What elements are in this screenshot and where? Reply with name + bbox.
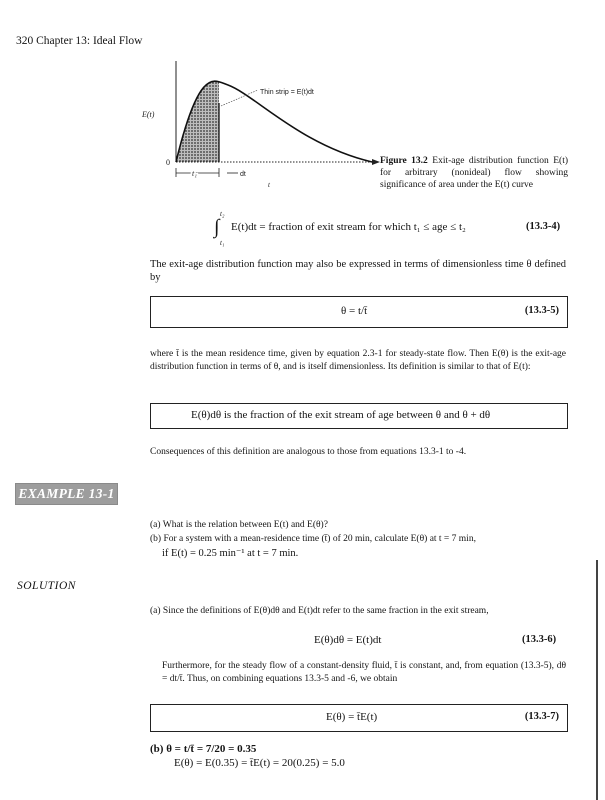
integral-sign [214,212,230,246]
integral-lower-limit: t₁ [220,239,225,247]
equation-box-13-3-7 [150,704,568,732]
equation-number-13-3-4: (13.3-4) [526,221,561,232]
equation-number-13-3-7: (13.3-7) [524,711,559,722]
example-question-a: (a) What is the relation between E(t) and E(θ)? [150,520,328,530]
integral-symbol: ∫ [214,216,220,238]
equation-13-3-7: E(θ) = t̄E(t) [326,711,378,723]
dt-label: dt [240,171,246,178]
x-axis-arrow [372,159,380,165]
x-axis-label: t [268,181,270,189]
solution-a-intro: (a) Since the definitions of E(θ)dθ and E(t)dt refer to the same fraction in the exit stream, [150,606,489,616]
equation-box-13-3-5 [150,296,568,328]
figure-caption-text: Exit-age distribution function E(t) for arbitrary (nonideal) flow showing significance of area under the E(t) curve [380,156,569,190]
equation-number-13-3-5: (13.3-5) [524,305,559,316]
equation-number-13-3-6: (13.3-6) [522,634,557,645]
integral-upper-limit: t₂ [220,210,225,218]
example-question-b-line1: (b) For a system with a mean-residence time (t̄) of 20 min, calculate E(θ) at t = 7 min, [150,534,476,544]
example-question-b-line2: if E(t) = 0.25 min⁻¹ at t = 7 min. [162,548,299,559]
thin-strip-annotation: Thin strip = E(t)dt [260,89,314,96]
solution-b-line2: E(θ) = E(0.35) = t̄E(t) = 20(0.25) = 5.0 [174,757,345,769]
solution-a-paragraph: Furthermore, for the steady flow of a constant-density fluid, t̄ is constant, and, from equation (13.3-5), dθ = dt/t̄. Thus, on combining equations 13.3-5 and -6, we obtain [162,661,566,684]
paragraph-dimensionless-time: The exit-age distribution function may also be expressed in terms of dimensionless time θ defined by [150,259,566,283]
definition-text: E(θ)dθ is the fraction of the exit stream of age between θ and θ + dθ [191,409,491,421]
t1-label: t₁ [192,169,198,178]
annotation-leader [221,90,258,106]
figure-caption-label: Figure 13.2 [380,156,428,166]
y-axis-label: E(t) [142,110,155,119]
origin-label: 0 [166,158,170,167]
running-header: 320 Chapter 13: Ideal Flow [16,35,143,47]
paragraph-mean-residence: where t̄ is the mean residence time, given by equation 2.3-1 for steady-state flow. Then E(θ) is the exit-age distribution function in terms of θ, and is itself dimensionless. Its definition is similar to that of E(t): [150,349,566,372]
definition-box [150,403,568,429]
equation-13-3-6: E(θ)dθ = E(t)dt [314,634,382,646]
solution-label: SOLUTION [17,580,76,592]
paragraph-consequences: Consequences of this definition are analogous to those from equations 13.3-1 to -4. [150,447,467,457]
page-edge-line [596,560,598,800]
solution-b-line1: (b) θ = t/t̄ = 7/20 = 0.35 [150,743,257,755]
example-badge: EXAMPLE 13-1 [15,483,118,505]
equation-13-3-4: E(t)dt = fraction of exit stream for which t₁ ≤ age ≤ t₂ [231,221,466,233]
exit-age-distribution-figure [140,55,380,195]
equation-13-3-5: θ = t/t̄ [341,305,368,317]
figure-caption [380,155,568,191]
